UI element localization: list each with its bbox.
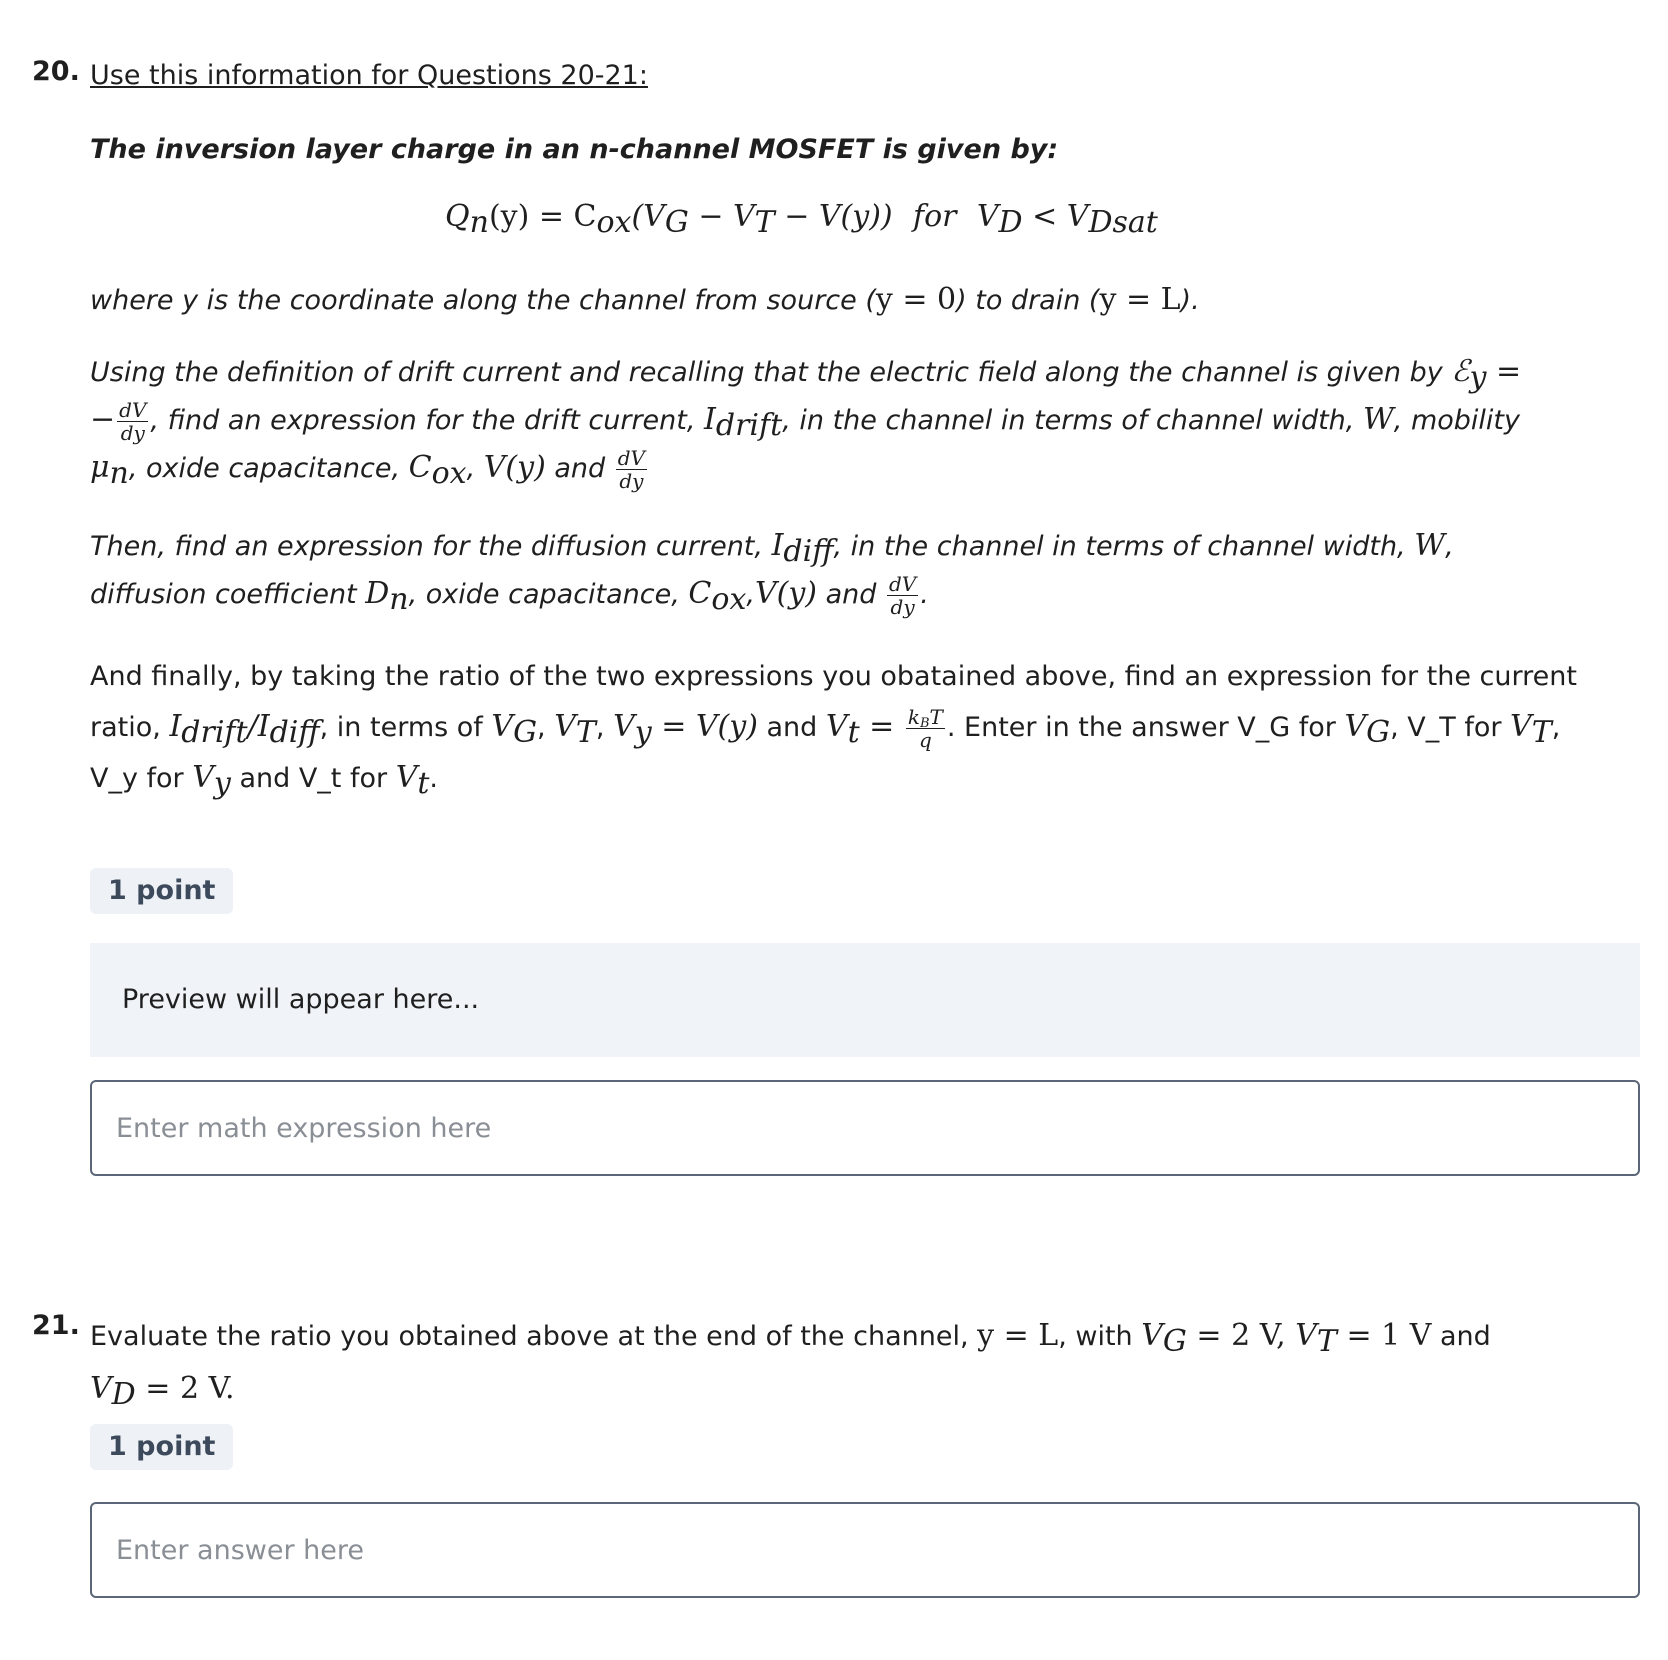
diffusion-paragraph: Then, find an expression for the diffusion current, $I_{diff}$, in the channel in terms of channel width, W, diffusion coefficient $D_n$, oxide capacitance, $C_{ox},V(y)$ and $\frac{dV}{dy}$ . bbox=[90, 528, 1454, 619]
question-21 bbox=[32, 1310, 1640, 1470]
drift-paragraph: Using the definition of drift current and recalling that the electric field along the channel is given by ℰ$_y$ = − $\frac{dV}{dy}$ , find an expression for the drift current, $I_{drift}$, in the channel in terms of channel width, W, mobility $\mu_n$, oxide capacitance, $C_{ox}$, V(y) and $\frac{dV}{dy}$ bbox=[90, 354, 1522, 493]
answer-input[interactable] bbox=[90, 1502, 1640, 1598]
points-badge: 1 point bbox=[90, 1424, 233, 1470]
heading-text: The inversion layer charge in an n-channel MOSFET is given by: bbox=[90, 134, 1059, 165]
question-number: 21. bbox=[32, 1310, 80, 1341]
math-expression-input[interactable] bbox=[90, 1080, 1640, 1176]
math-preview: Preview will appear here... bbox=[90, 943, 1640, 1057]
final-paragraph: And finally, by taking the ratio of the two expressions you obatained above, find an expression for the current ratio, $I_{drift}/I_{diff}$, in terms of $V_G$, $V_T$, $V_y = V(y)$ and $V_t$ = $\frac{k_BT}{q}$ . Enter in the answer V_G for $V_G$, V_T for $V_T$, V_y for $V_y$ and V_t for $V_t$. bbox=[90, 661, 1577, 801]
intro-text: Use this information for Questions 20-21: bbox=[90, 60, 648, 91]
where-text: where y is the coordinate along the channel from source (y = 0) to drain (y = L). bbox=[90, 282, 1200, 317]
question-number: 20. bbox=[32, 56, 80, 87]
charge-equation: $Q_n(y) = C_{ox}(V_G - V_T - V(y))$ for $V_D < V_{Dsat}$ bbox=[445, 199, 1158, 240]
points-badge: 1 point bbox=[90, 868, 233, 914]
question-21-text: Evaluate the ratio you obtained above at the end of the channel, y = L, with $V_G = 2$ V, $V_T = 1$ V and $V_D = 2$ V. bbox=[90, 1318, 1491, 1412]
